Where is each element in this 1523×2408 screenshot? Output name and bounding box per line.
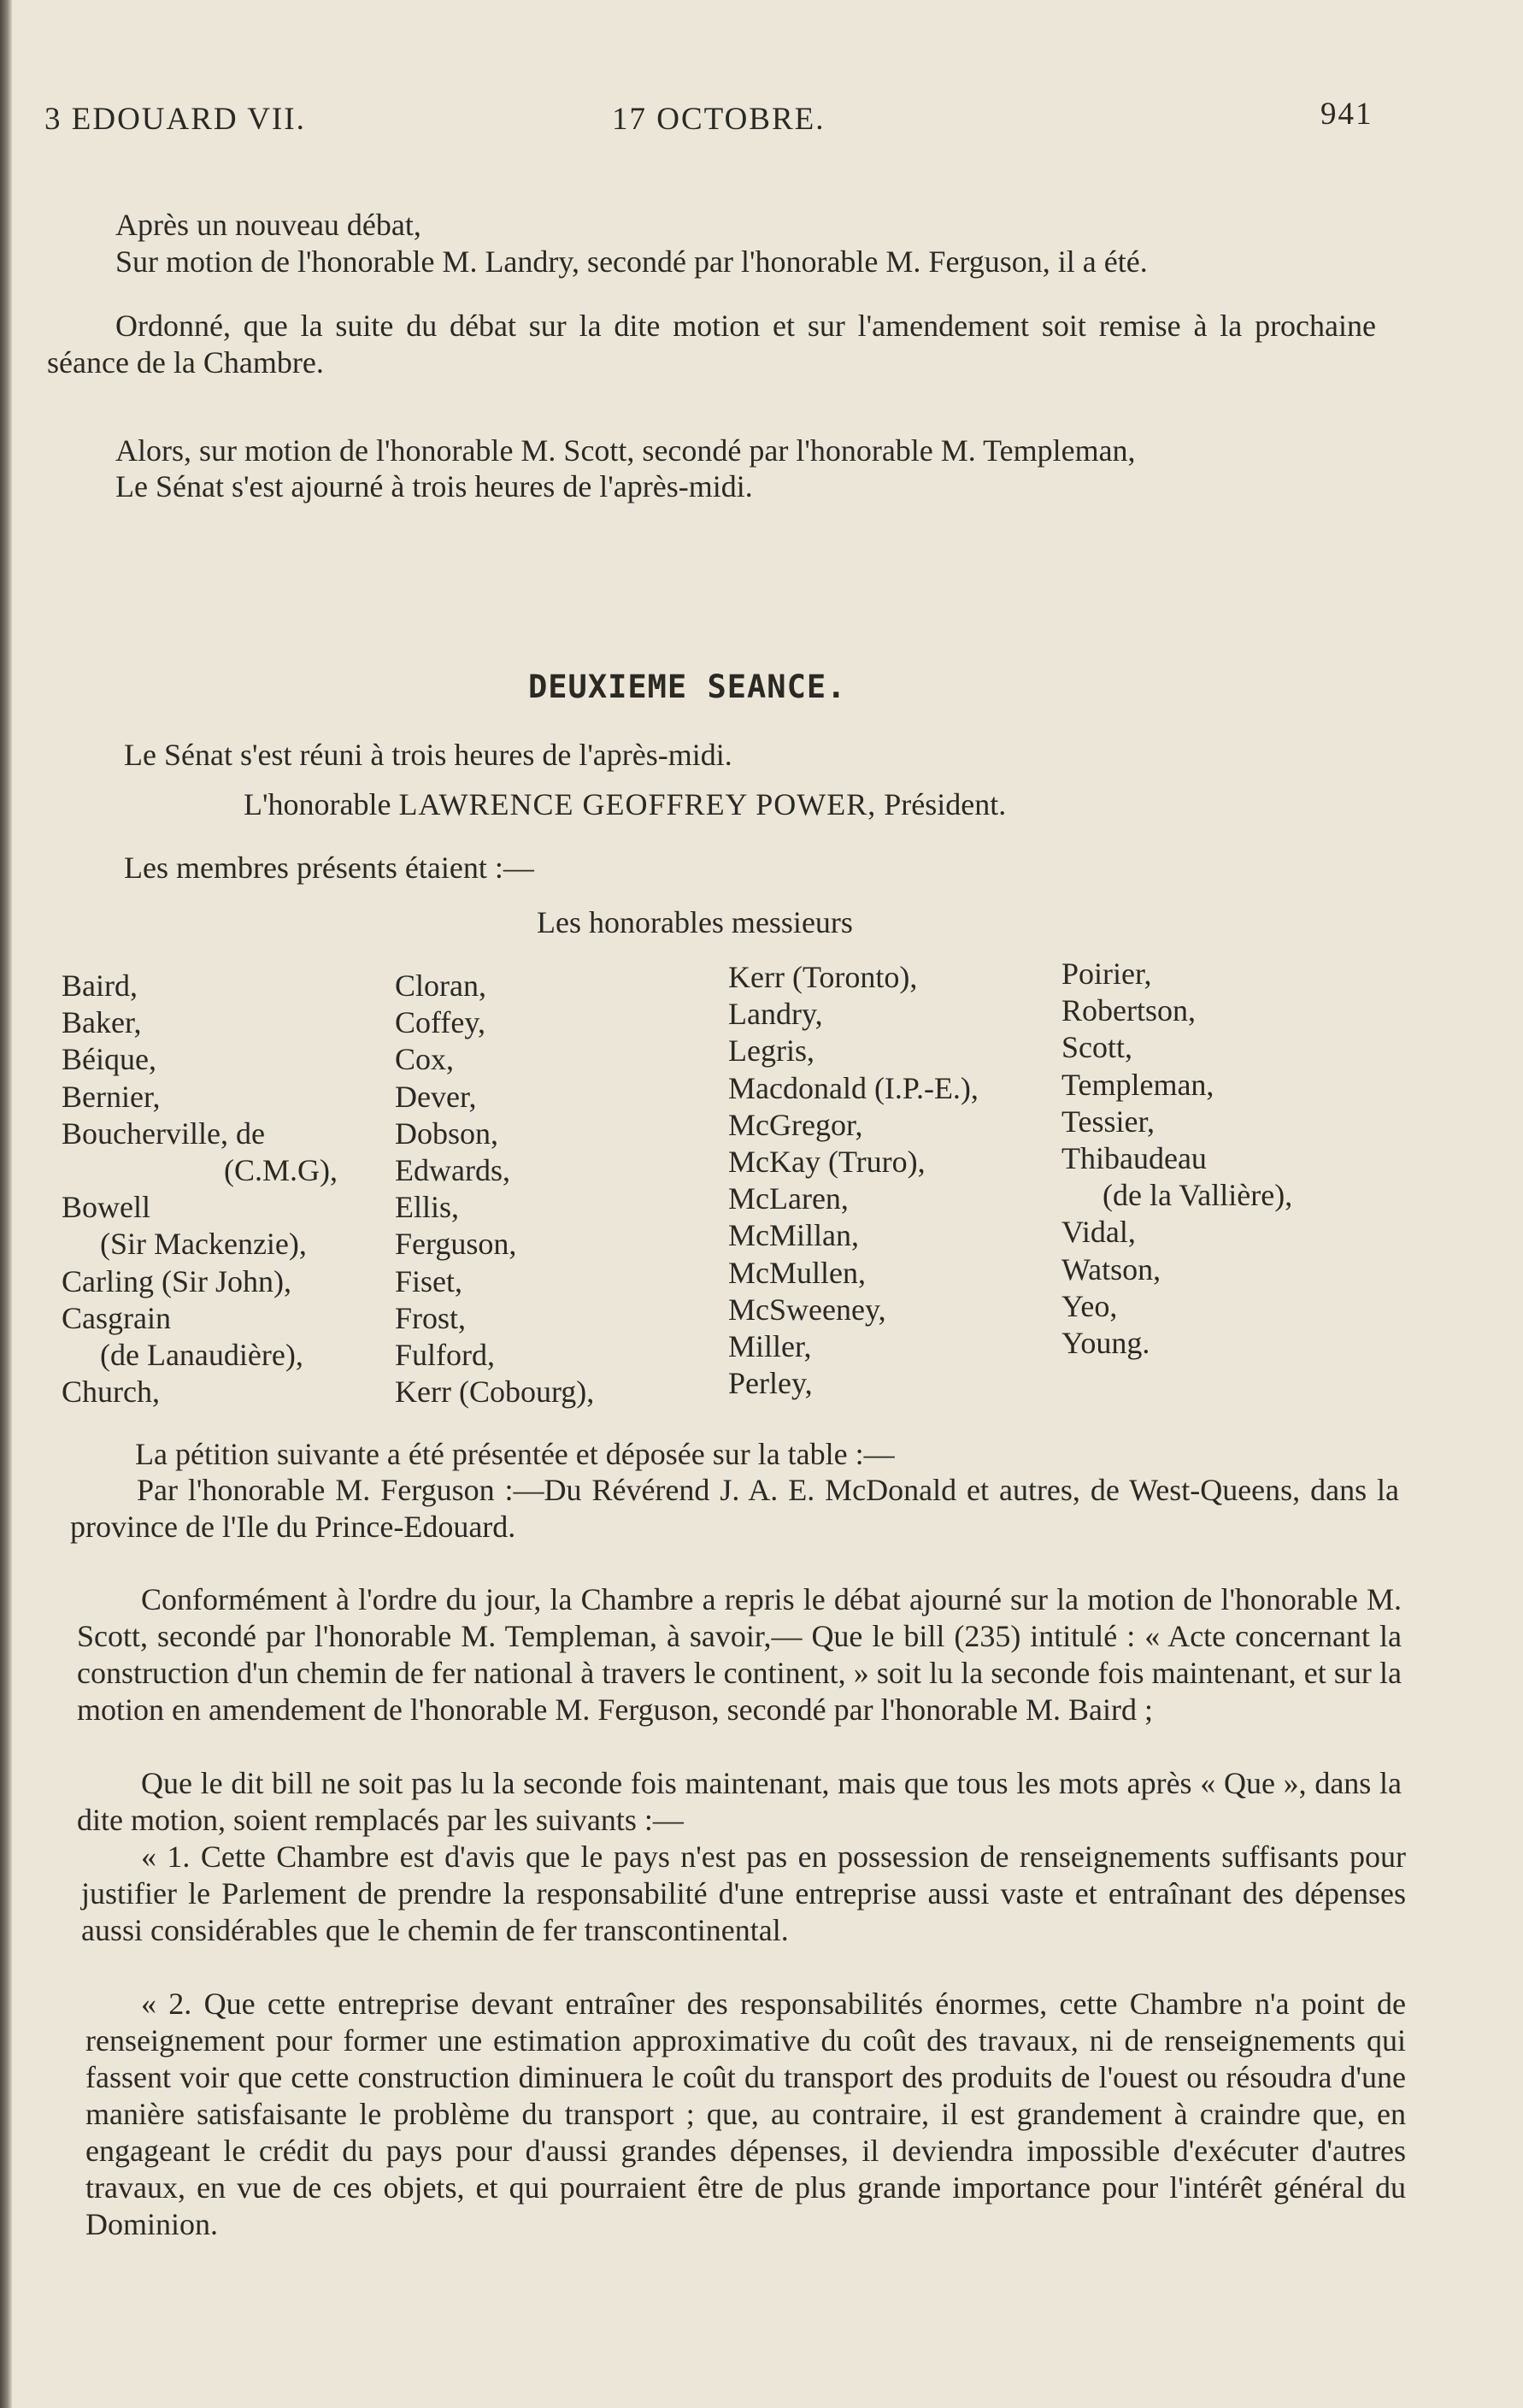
member-name: Frost, [395, 1300, 467, 1335]
member-name: Fulford, [395, 1338, 495, 1373]
debate-paragraph-2: Que le dit bill ne soit pas lu la seconde fois maintenant, mais que tous les mots après « Que », dans la dite motion, soient remplacés par les suivants :— [77, 1766, 1402, 1837]
petition-intro: La pétition suivante a été présentée et déposée sur la table :— [135, 1437, 895, 1471]
adjourn-text: Le Sénat s'est ajourné à trois heures de l'après-midi. [115, 469, 753, 503]
members-column-1 [62, 968, 338, 1410]
member-name: McLaren, [728, 1181, 849, 1216]
member-name: Edwards, [395, 1153, 510, 1188]
president-title: Président. [884, 787, 1007, 821]
member-name: Baird, [62, 968, 138, 1003]
member-name: Dever, [395, 1079, 477, 1114]
adjourn-motion: Alors, sur motion de l'honorable M. Scott, secondé par l'honorable M. Templeman, [115, 433, 1136, 468]
members-intro: Les membres présents étaient :— [124, 851, 534, 885]
member-name: McKay (Truro), [728, 1145, 926, 1180]
member-name: Templeman, [1061, 1067, 1214, 1102]
president-prefix: L'honorable [244, 787, 391, 821]
member-name: Bernier, [62, 1079, 161, 1114]
session-title: DEUXIEME SEANCE. [528, 668, 847, 705]
member-name: McSweeney, [728, 1292, 886, 1327]
page-number: 941 [1320, 97, 1373, 132]
header-left: 3 EDOUARD VII. [44, 102, 306, 137]
president-name: LAWRENCE GEOFFREY POWER, [398, 787, 877, 821]
member-name: Scott, [1061, 1030, 1133, 1065]
members-column-4 [1061, 956, 1292, 1362]
member-name: (de la Vallière), [1103, 1178, 1293, 1213]
member-name: (Sir Mackenzie), [100, 1227, 307, 1262]
member-name: Perley, [728, 1366, 813, 1401]
members-column-3 [728, 959, 979, 1402]
amendment-clause-1: « 1. Cette Chambre est d'avis que le pays n'est pas en possession de renseignements suffisants pour justifier le Parlement de prendre la responsabilité d'une entreprise aussi vaste et entraînant des dépenses aussi considérables que le chemin de fer transcontinental. [81, 1840, 1406, 1947]
member-name: Thibaudeau [1061, 1141, 1207, 1176]
members-heading: Les honorables messieurs [537, 905, 853, 939]
senate-met: Le Sénat s'est réuni à trois heures de l'après-midi. [124, 738, 732, 772]
member-name: Fiset, [395, 1263, 463, 1298]
member-name: Young. [1061, 1326, 1150, 1361]
member-name: Coffey, [395, 1005, 485, 1040]
page-binding-edge [0, 0, 12, 2408]
order-paragraph: Ordonné, que la suite du débat sur la dite motion et sur l'amendement soit remise à la prochaine séance de la Chambre. [47, 309, 1376, 380]
member-name: Kerr (Cobourg), [395, 1375, 595, 1410]
debate-note: Après un nouveau débat, [115, 208, 421, 242]
member-name: Vidal, [1061, 1215, 1136, 1250]
member-name: Church, [62, 1375, 160, 1410]
member-name: Baker, [62, 1005, 142, 1040]
member-name: McMillan, [728, 1218, 859, 1253]
member-name: Miller, [728, 1329, 812, 1364]
header-date: 17 OCTOBRE. [612, 102, 826, 137]
member-name: McGregor, [728, 1107, 863, 1142]
petition-text: Par l'honorable M. Ferguson :—Du Révérend J. A. E. McDonald et autres, de West-Queens, dans la province de l'Ile du Prince-Edouard. [70, 1473, 1399, 1544]
member-name: Cox, [395, 1042, 455, 1077]
amendment-clause-2: « 2. Que cette entreprise devant entraîner des responsabilités énormes, cette Chambre n'a point de renseignement pour former une estimation approximative du coût des travaux, ni de renseignements qui fassent voir que cette construction diminuera le coût du transport des produits de l'ouest ou résoudra d'une manière satisfaisante le problème du transport ; que, au contraire, il est grandement à craindre que, en engageant le crédit du pays pour d'aussi grandes dépenses, il deviendra impossible d'exécuter d'autres travaux, en vue de ces objets, et qui pourraient être de plus grande importance pour l'intérêt général du Dominion. [85, 1987, 1406, 2241]
member-name: Casgrain [62, 1300, 171, 1335]
member-name: Yeo, [1061, 1288, 1118, 1323]
member-name: Ellis, [395, 1190, 460, 1225]
president-line [244, 786, 1006, 822]
member-name: (C.M.G), [224, 1153, 338, 1188]
member-name: Dobson, [395, 1116, 499, 1151]
member-name: Bowell [62, 1190, 150, 1225]
member-name: Robertson, [1061, 993, 1196, 1028]
member-name: Ferguson, [395, 1227, 517, 1262]
member-name: Béique, [62, 1042, 156, 1077]
members-column-2 [395, 968, 594, 1410]
member-name: Macdonald (I.P.-E.), [728, 1070, 979, 1105]
member-name: Boucherville, de [62, 1116, 265, 1151]
member-name: McMullen, [728, 1255, 866, 1290]
member-name: Watson, [1061, 1251, 1161, 1286]
debate-paragraph-1: Conformément à l'ordre du jour, la Chambre a repris le débat ajourné sur la motion de l'honorable M. Scott, secondé par l'honorable M. Templeman, à savoir,— Que le bill (235) intitulé : « Acte concernant la construction d'un chemin de fer national à travers le continent, » soit lu la seconde fois maintenant, et sur la motion en amendement de l'honorable M. Ferguson, secondé par l'honorable M. Baird ; [77, 1582, 1402, 1727]
member-name: Tessier, [1061, 1104, 1155, 1139]
member-name: Kerr (Toronto), [728, 960, 918, 994]
member-name: Legris, [728, 1033, 814, 1069]
member-name: Carling (Sir John), [62, 1263, 291, 1298]
member-name: (de Lanaudière), [100, 1338, 303, 1373]
member-name: Landry, [728, 997, 823, 1032]
member-name: Poirier, [1061, 957, 1152, 991]
landry-motion: Sur motion de l'honorable M. Landry, secondé par l'honorable M. Ferguson, il a été. [115, 244, 1148, 279]
member-name: Cloran, [395, 968, 486, 1003]
